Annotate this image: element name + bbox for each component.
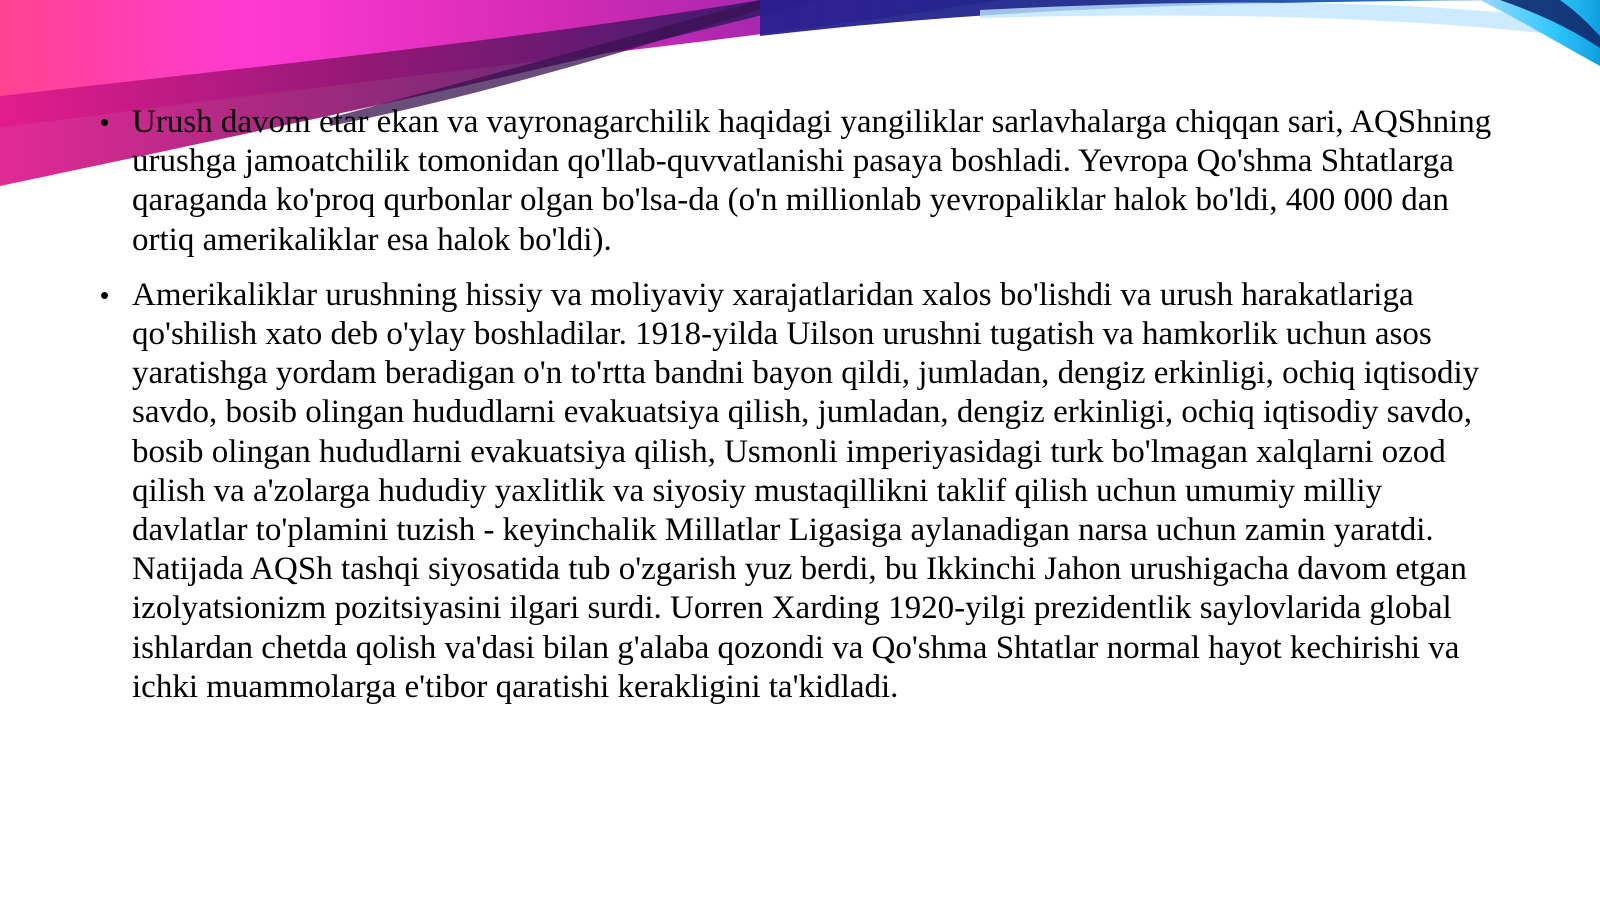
bullet-dot: • (100, 279, 110, 310)
bullet-list (100, 103, 1500, 723)
bullet-item-2 (100, 276, 1500, 707)
bullet-dot: • (100, 107, 110, 137)
paragraph-text: Urush davom etar ekan va vayronagarchilik haqidagi yangiliklar sarlavhalarga chiqqan sari, AQShning urushga jamoatchilik tomonidan qo'llab-quvvatlanishi pasaya boshladi. Yevropa Qo'shma Shtatlarga qaraganda ko'proq qurbonlar olgan bo'lsa-da (o'n millionlab yevropaliklar halok bo'ldi, 400 000 dan ortiq amerikaliklar esa halok bo'ldi). (132, 104, 1492, 258)
bullet-item-1 (100, 103, 1500, 260)
paragraph-text: Amerikaliklar urushning hissiy va moliyaviy xarajatlaridan xalos bo'lishdi va urush harakatlariga qo'shilish xato deb o'ylay boshladilar. 1918-yilda Uilson urushni tugatish va hamkorlik uchun asos yaratishga yordam beradigan o'n to'rtta bandni bayon qildi, jumladan, dengiz erkinligi, ochiq iqtisodiy savdo, bosib olingan hududlarni evakuatsiya qilish, jumladan, dengiz erkinligi, ochiq iqtisodiy savdo, bosib olingan hududlarni evakuatsiya qilish, Usmonli imperiyasidagi turk bo'lmagan xalqlarni ozod qilish va a'zolarga hududiy yaxlitlik va siyosiy mustaqillikni taklif qilish uchun umumiy milliy davlatlar to'plamini tuzish - keyinchalik Millatlar Ligasiga aylanadigan narsa uchun zamin yaratdi. Natijada AQSh tashqi siyosatida tub o'zgarish yuz berdi, bu Ikkinchi Jahon urushigacha davom etgan izolyatsionizm pozitsiyasini ilgari surdi. Uorren Xarding 1920-yilgi prezidentlik saylovlarida global ishlardan chetda qolish va'dasi bilan g'alaba qozondi va Qo'shma Shtatlar normal hayot kechirishi va ichki muammolarga e'tibor qaratishi kerakligini ta'kidladi. (132, 276, 1480, 705)
